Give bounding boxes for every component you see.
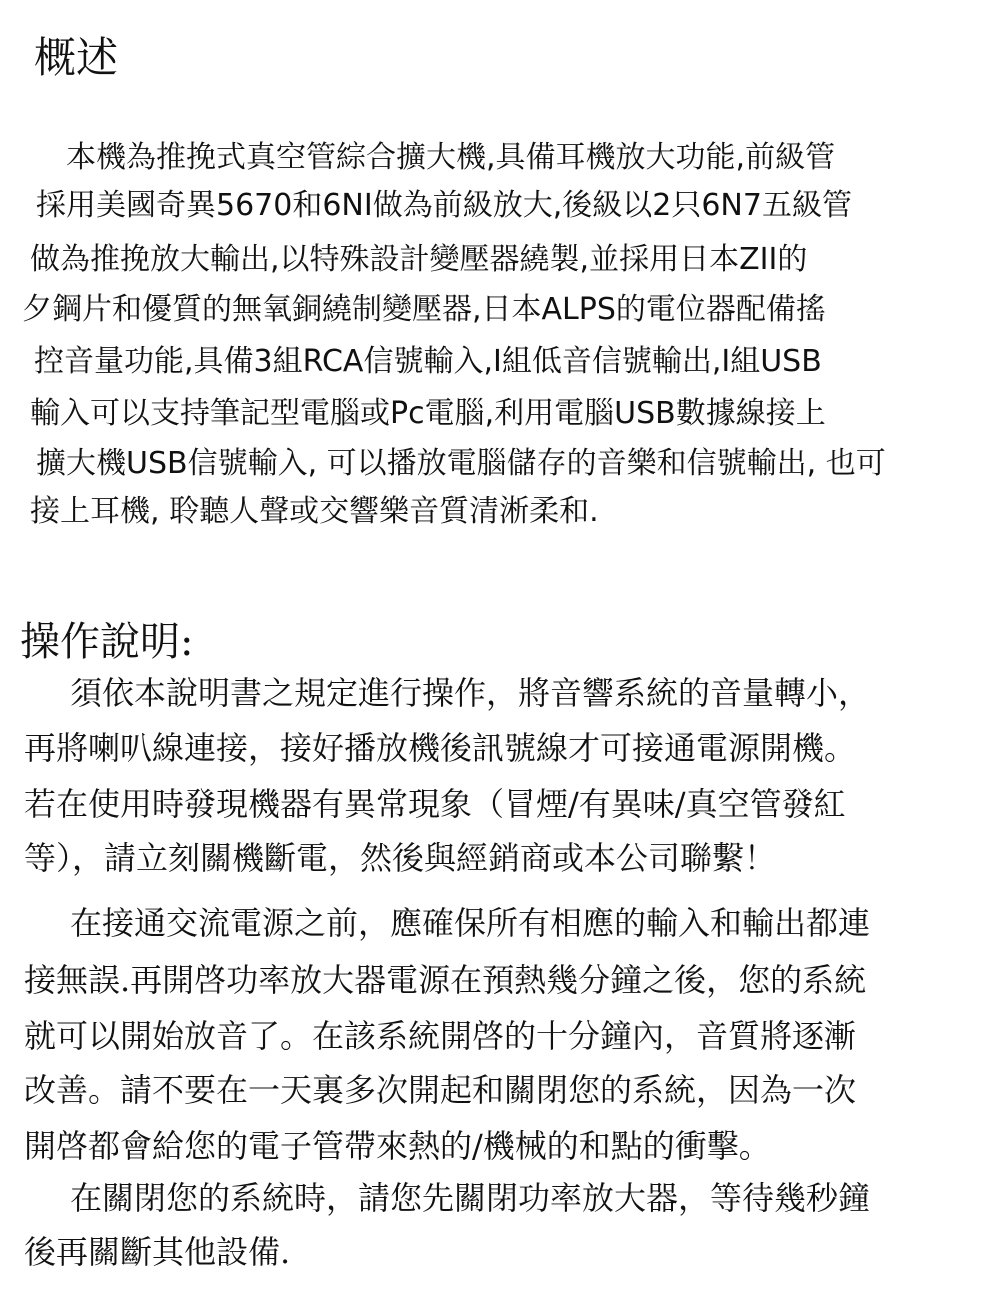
operation-line: 若在使用時發現機器有異常現象（冒煙/有異味/真空管發紅 — [24, 785, 846, 823]
operation-line: 後再關斷其他設備. — [24, 1233, 291, 1271]
operation-line: 在關閉您的系統時，請您先關閉功率放大器，等待幾秒鐘 — [70, 1179, 871, 1217]
overview-line: 本機為推挽式真空管綜合擴大機,具備耳機放大功能,前級管 — [66, 140, 836, 175]
overview-heading: 概述 — [34, 33, 119, 82]
overview-line: 控音量功能,具備3組RCA信號輸入,I組低音信號輸出,I組USB — [34, 344, 822, 379]
overview-line: 做為推挽放大輸出,以特殊設計變壓器繞製,並採用日本ZII的 — [30, 242, 808, 277]
operation-line: 改善。請不要在一天裏多次開起和關閉您的系統，因為一次 — [24, 1071, 857, 1109]
operation-heading: 操作說明: — [20, 619, 194, 665]
overview-line: 採用美國奇異5670和6NI做為前級放大,後級以2只6N7五級管 — [36, 188, 852, 223]
operation-line: 就可以開始放音了。在該系統開啓的十分鐘內，音質將逐漸 — [24, 1017, 857, 1055]
operation-line: 再將喇叭線連接，接好播放機後訊號線才可接通電源開機。 — [24, 729, 857, 767]
operation-line: 接無誤.再開啓功率放大器電源在預熱幾分鐘之後，您的系統 — [24, 961, 867, 999]
overview-line: 擴大機USB信號輸入, 可以播放電腦儲存的音樂和信號輸出, 也可 — [36, 446, 886, 481]
overview-line: 接上耳機, 聆聽人聲或交響樂音質清淅柔和. — [30, 494, 599, 529]
overview-line: 輸入可以支持筆記型電腦或Pc電腦,利用電腦USB數據線接上 — [30, 396, 826, 431]
operation-line: 等），請立刻關機斷電，然後與經銷商或本公司聯繫！ — [24, 839, 777, 877]
overview-line: 夕鋼片和優質的無氧銅繞制變壓器,日本ALPS的電位器配備搖 — [22, 292, 826, 327]
operation-line: 在接通交流電源之前，應確保所有相應的輸入和輸出都連 — [70, 904, 871, 942]
operation-line: 須依本說明書之規定進行操作，將音響系統的音量轉小， — [70, 674, 871, 712]
operation-line: 開啓都會給您的電子管帶來熱的/機械的和點的衝擊。 — [24, 1127, 771, 1165]
